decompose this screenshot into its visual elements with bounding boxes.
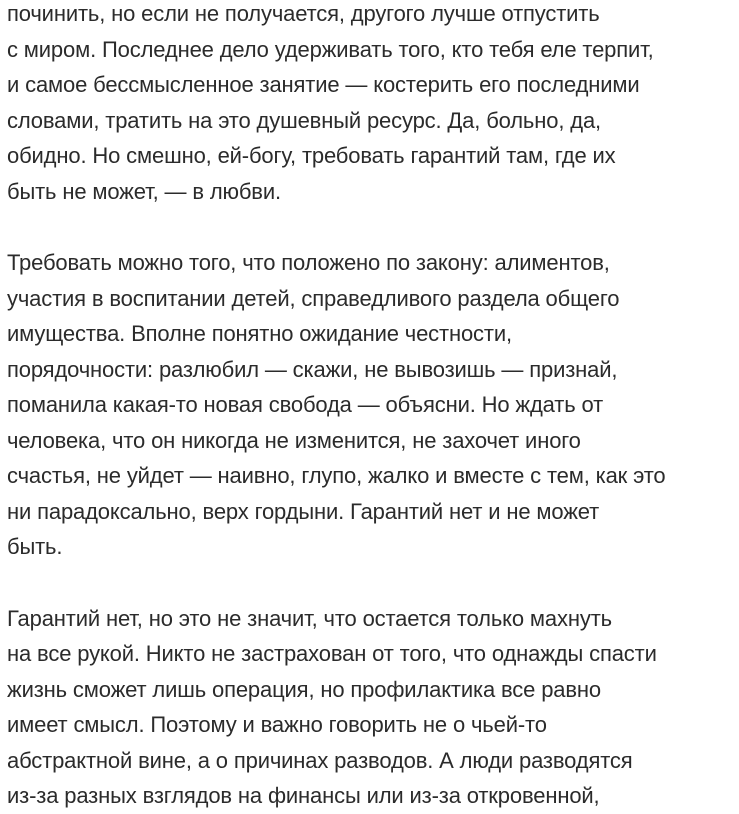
paragraph-1	[7, 0, 737, 209]
paragraph-2	[7, 245, 737, 565]
paragraph-spacer	[7, 565, 737, 601]
article-text	[7, 0, 737, 814]
text-line: имеет смысл. Поэтому и важно говорить не о чьей-то	[7, 712, 547, 737]
text-line: участия в воспитании детей, справедливого раздела общего	[7, 285, 620, 311]
text-line: порядочности: разлюбил — скажи, не вывозишь — признай,	[7, 356, 618, 382]
text-line: ни парадоксально, верх гордыни. Гарантий нет и не может	[7, 498, 600, 524]
text-line: имущества. Вполне понятно ожидание честности,	[7, 321, 512, 346]
text-line: с миром. Последнее дело удерживать того, кто тебя еле терпит,	[7, 36, 654, 62]
text-line: починить, но если не получается, другого лучше отпустить	[7, 1, 600, 26]
text-line: поманила какая-то новая свобода — объясни. Но ждать от	[7, 392, 603, 417]
text-line: обидно. Но смешно, ей-богу, требовать гарантий там, где их	[7, 143, 616, 168]
paragraph-spacer	[7, 209, 737, 245]
paragraph-3	[7, 601, 737, 814]
text-line: быть.	[7, 534, 63, 559]
text-line: Требовать можно того, что положено по закону: алиментов,	[7, 250, 610, 275]
text-line: Гарантий нет, но это не значит, что остается только махнуть	[7, 605, 612, 631]
text-line: из-за разных взглядов на финансы или из-за откровенной,	[7, 783, 600, 808]
text-line: словами, тратить на это душевный ресурс. Да, больно, да,	[7, 107, 601, 133]
text-line: на все рукой. Никто не застрахован от того, что однажды спасти	[7, 641, 657, 666]
text-line: и самое бессмысленное занятие — костерить его последними	[7, 72, 640, 97]
text-line: человека, что он никогда не изменится, не захочет иного	[7, 427, 581, 453]
text-line: жизнь сможет лишь операция, но профилактика все равно	[7, 676, 601, 702]
text-line: быть не может, — в любви.	[7, 178, 281, 204]
text-line: счастья, не уйдет — наивно, глупо, жалко и вместе с тем, как это	[7, 463, 666, 488]
text-line: абстрактной вине, а о причинах разводов. А люди разводятся	[7, 747, 633, 773]
